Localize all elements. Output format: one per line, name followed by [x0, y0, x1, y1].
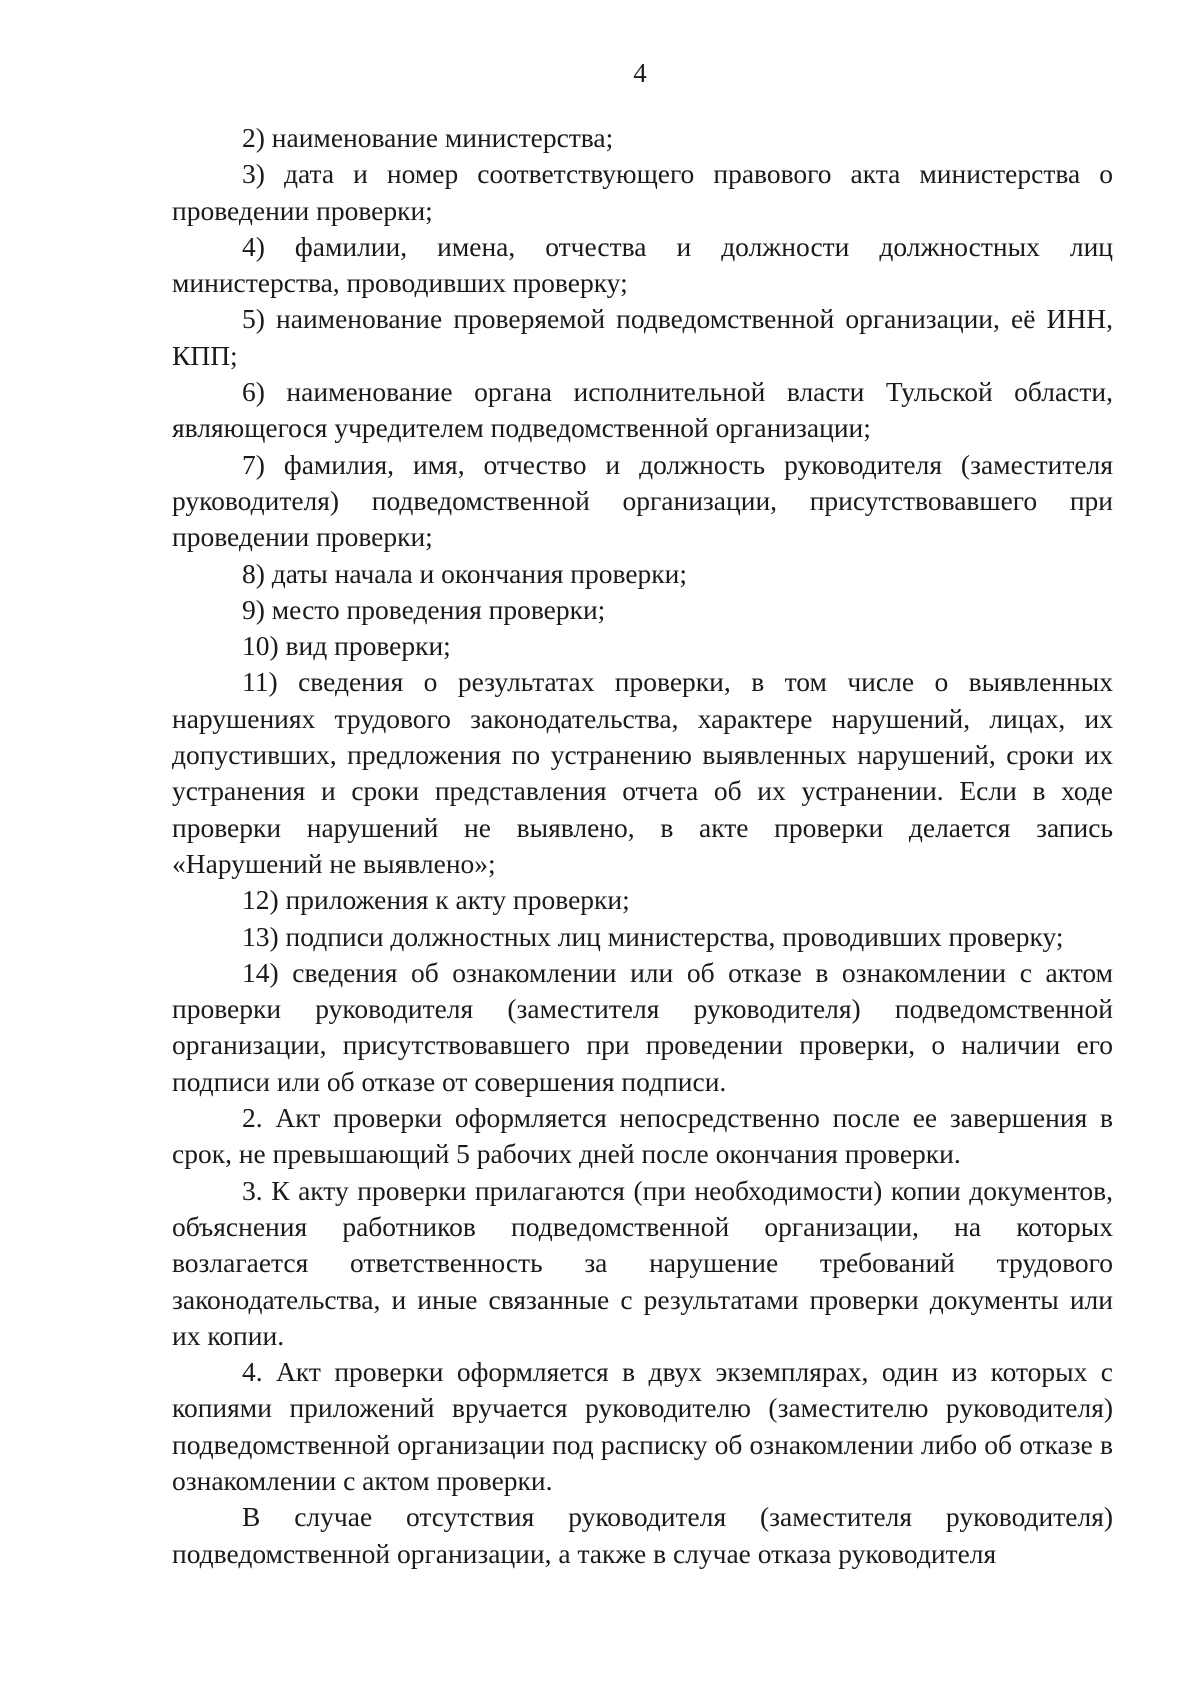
document-body	[172, 120, 1113, 1572]
list-item-11: 11) сведения о результатах проверки, в том числе о выявленных нарушениях трудового законодательства, характере нарушений, лицах, их допустивших, предложения по устранению выявленных нарушений, сроки их устранения и сроки представления отчета об их устранении. Если в ходе проверки нарушений не выявлено, в акте проверки делается запись «Нарушений не выявлено»;	[172, 666, 1113, 879]
clause-2: 2. Акт проверки оформляется непосредственно после ее завершения в срок, не превышающий 5 рабочих дней после окончания проверки.	[172, 1102, 1113, 1170]
list-item-10: 10) вид проверки;	[242, 630, 451, 662]
list-item-3: 3) дата и номер соответствующего правового акта министерства о проведении проверки;	[172, 158, 1113, 226]
list-item-5: 5) наименование проверяемой подведомственной организации, её ИНН, КПП;	[172, 303, 1113, 371]
clause-4: 4. Акт проверки оформляется в двух экземплярах, один из которых с копиями приложений вручается руководителю (заместителю руководителя) подведомственной организации под расписку об ознакомлении либо об отказе в ознакомлении с актом проверки.	[172, 1356, 1113, 1496]
list-item-12: 12) приложения к акту проверки;	[242, 884, 630, 916]
list-item-8: 8) даты начала и окончания проверки;	[242, 557, 688, 589]
clause-3: 3. К акту проверки прилагаются (при необходимости) копии документов, объяснения работников подведомственной организации, на которых возлагается ответственность за нарушение требований трудового законодательства, и иные связанные с результатами проверки документы или их копии.	[172, 1174, 1113, 1351]
list-item-13: 13) подписи должностных лиц министерства, проводивших проверку;	[242, 920, 1064, 952]
list-item-9: 9) место проведения проверки;	[242, 593, 606, 625]
list-item-4: 4) фамилии, имена, отчества и должности должностных лиц министерства, проводивших проверку;	[172, 230, 1113, 299]
paragraph-absence-case: В случае отсутствия руководителя (заместителя руководителя) подведомственной организации, а также в случае отказа руководителя	[172, 1501, 1113, 1569]
list-item-14: 14) сведения об ознакомлении или об отказе в ознакомлении с актом проверки руководителя (заместителя руководителя) подведомственной организации, присутствовавшего при проведении проверки, о наличии его подписи или об отказе от совершения подписи.	[172, 956, 1113, 1097]
list-item-7: 7) фамилия, имя, отчество и должность руководителя (заместителя руководителя) подведомственной организации, присутствовавшего при проведении проверки;	[172, 448, 1113, 553]
page-number: 4	[633, 58, 647, 88]
list-item-2: 2) наименование министерства;	[242, 122, 614, 153]
list-item-6: 6) наименование органа исполнительной власти Тульской области, являющегося учредителем подведомственной организации;	[172, 376, 1113, 444]
